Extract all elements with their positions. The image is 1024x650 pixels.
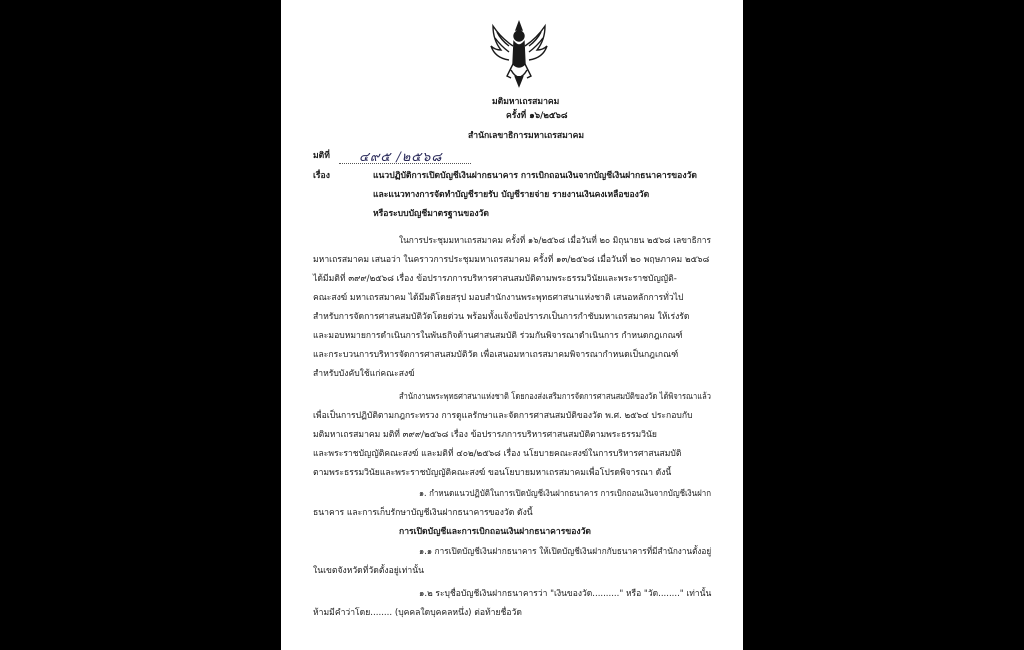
heading-office: สำนักเลขาธิการมหาเถรสมาคม (468, 131, 585, 141)
resolution-number: ๔๙๕ /๒๕๖๘ (359, 150, 443, 165)
paragraph-line: ได้มีมติที่ ๓๙๙/๒๕๖๘ เรื่อง ข้อปรารภการบริหารศาสนสมบัติตามพระธรรมวินัยและพระราชบัญญัติ- (313, 274, 677, 284)
document-page (281, 0, 743, 650)
paragraph-line: ธนาคาร และการเก็บรักษาบัญชีเงินฝากธนาคารของวัด ดังนี้ (313, 508, 533, 518)
paragraph-line: และกระบวนการบริหารจัดการศาสนสมบัติวัด เพื่อเสนอมหาเถรสมาคมพิจารณากำหนดเป็นกฎเกณฑ์ (313, 350, 679, 360)
paragraph-line: มหาเถรสมาคม เสนอว่า ในคราวการประชุมมหาเถรสมาคม ครั้งที่ ๑๓/๒๕๖๘ เมื่อวันที่ ๒๐ พฤษภาคม ๒๕๖๘ (313, 255, 710, 265)
paragraph-line: และพระราชบัญญัติคณะสงฆ์ และมติที่ ๔๐๒/๒๕๖๘ เรื่อง นโยบายคณะสงฆ์ในการบริหารศาสนสมบัติ (313, 449, 682, 459)
resolution-label: มติที่ (313, 151, 330, 161)
paragraph-line: ตามพระธรรมวินัยและพระราชบัญญัติคณะสงฆ์ ขอนโยบายมหาเถรสมาคมเพื่อโปรดพิจารณา ดังนี้ (313, 468, 672, 478)
paragraph-line: ในการประชุมมหาเถรสมาคม ครั้งที่ ๑๖/๒๕๖๘ เมื่อวันที่ ๒๐ มิถุนายน ๒๕๖๘ เลขาธิการ (399, 236, 711, 246)
item-line: ห้ามมีคำว่าโดย........ (บุคคลใดบุคคลหนึ่ง) ต่อท้ายชื่อวัด (313, 608, 522, 618)
paragraph-line: สำหรับบังคับใช้แก่คณะสงฆ์ (313, 369, 415, 379)
paragraph-line: ๑. กำหนดแนวปฏิบัติในการเปิดบัญชีเงินฝากธนาคาร การเบิกถอนเงินจากบัญชีเงินฝาก (419, 489, 712, 499)
subject-line: แนวปฏิบัติการเปิดบัญชีเงินฝากธนาคาร การเบิกถอนเงินจากบัญชีเงินฝากธนาคารของวัด (373, 171, 697, 181)
subject-label: เรื่อง (313, 171, 330, 181)
item-line: ๑.๒ ระบุชื่อบัญชีเงินฝากธนาคารว่า "เงินของวัด.........." หรือ "วัด........" เท่านั้น (419, 589, 712, 599)
section-title: การเปิดบัญชีและการเบิกถอนเงินฝากธนาคารของวัด (399, 527, 591, 537)
paragraph-line: มติมหาเถรสมาคม มติที่ ๓๙๙/๒๕๖๘ เรื่อง ข้อปรารภการบริหารศาสนสมบัติตามพระธรรมวินัย (313, 430, 657, 440)
subject-line: หรือระบบบัญชีมาตรฐานของวัด (373, 209, 489, 219)
item-line: ๑.๑ การเปิดบัญชีเงินฝากธนาคาร ให้เปิดบัญชีเงินฝากกับธนาคารที่มีสำนักงานตั้งอยู่ (419, 547, 712, 557)
paragraph-line: เพื่อเป็นการปฏิบัติตามกฎกระทรวง การดูแลรักษาและจัดการศาสนสมบัติของวัด พ.ศ. ๒๕๖๔ ประกอบกับ (313, 411, 693, 421)
paragraph-line: สำหรับการจัดการศาสนสมบัติวัดโดยด่วน พร้อมทั้งแจ้งข้อปรารภเป็นการกำชับมหาเถรสมาคม ให้เร่งรัด (313, 312, 690, 322)
garuda-emblem-icon (487, 18, 551, 90)
paragraph-line: สำนักงานพระพุทธศาสนาแห่งชาติ โดยกองส่งเสริมการจัดการศาสนสมบัติของวัด ได้พิจารณาแล้ว (399, 392, 711, 402)
paragraph-line: และมอบหมายการดำเนินการในพันธกิจด้านศาสนสมบัติ ร่วมกันพิจารณาดำเนินการ กำหนดกฎเกณฑ์ (313, 331, 683, 341)
heading-session: ครั้งที่ ๑๖/๒๕๖๘ (506, 111, 568, 121)
resolution-underline (339, 163, 471, 164)
heading-meeting: มติมหาเถรสมาคม (492, 97, 560, 107)
paragraph-line: คณะสงฆ์ มหาเถรสมาคม ได้มีมติโดยสรุป มอบสำนักงานพระพุทธศาสนาแห่งชาติ เสนอหลักการทั่วไป (313, 293, 684, 303)
subject-line: และแนวทางการจัดทำบัญชีรายรับ บัญชีรายจ่าย รายงานเงินคงเหลือของวัด (373, 190, 650, 200)
item-line: ในเขตจังหวัดที่วัดตั้งอยู่เท่านั้น (313, 566, 424, 576)
